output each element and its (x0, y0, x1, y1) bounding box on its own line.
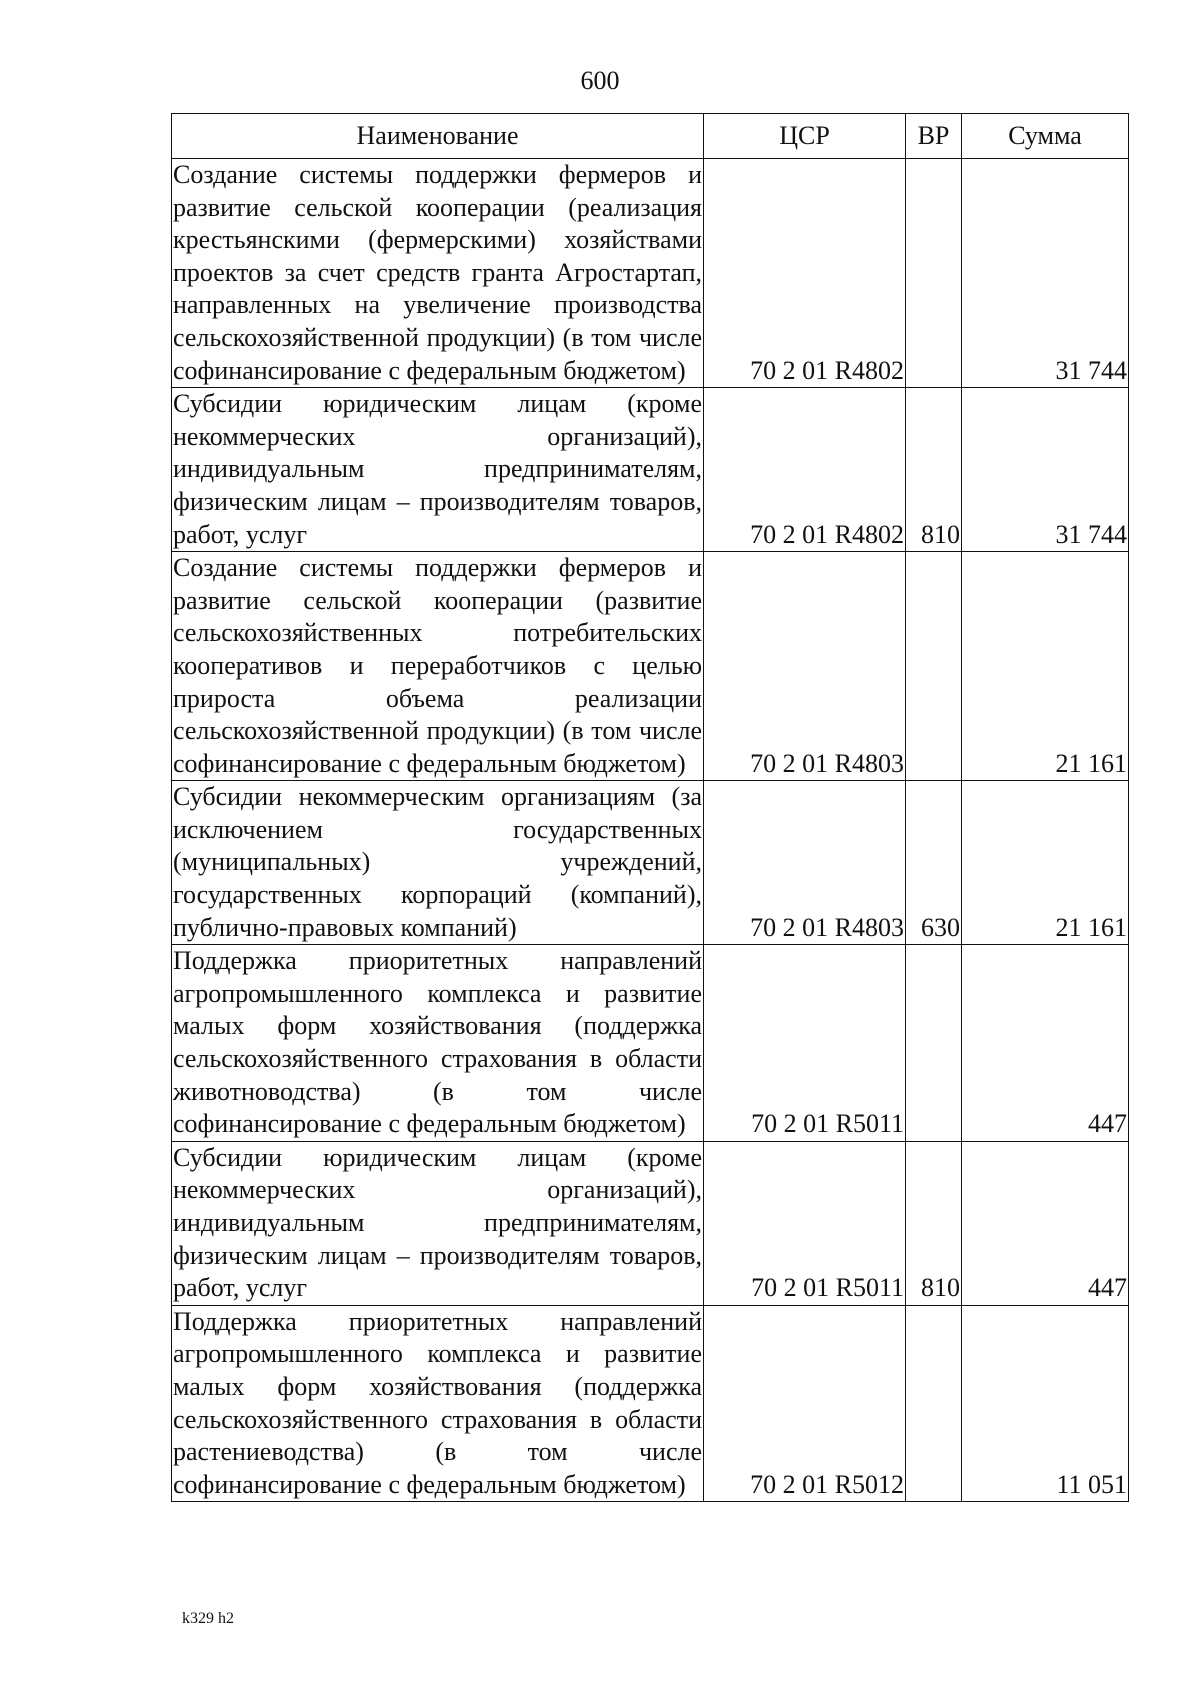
row-vr (906, 552, 962, 781)
row-csr: 70 2 01 R4802 (704, 159, 906, 388)
header-name: Наименование (172, 114, 704, 159)
row-vr (906, 945, 962, 1142)
table-row (172, 388, 1129, 552)
row-vr: 630 (906, 781, 962, 945)
row-vr: 810 (906, 1141, 962, 1305)
document-code: k329 h2 (182, 1610, 234, 1627)
table-row (172, 159, 1129, 388)
row-vr: 810 (906, 388, 962, 552)
row-sum: 31 744 (962, 159, 1129, 388)
row-sum: 11 051 (962, 1305, 1129, 1502)
row-sum: 447 (962, 945, 1129, 1142)
table-row (172, 1141, 1129, 1305)
row-sum: 31 744 (962, 388, 1129, 552)
row-name: Субсидии юридическим лицам (кроме некоммерческих организаций), индивидуальным предпринимателям, физическим лицам – производителям товаров, работ, услуг (172, 1141, 704, 1305)
table-header-row (172, 114, 1129, 159)
row-csr: 70 2 01 R4802 (704, 388, 906, 552)
row-sum: 21 161 (962, 552, 1129, 781)
row-csr: 70 2 01 R4803 (704, 781, 906, 945)
row-name: Поддержка приоритетных направлений агропромышленного комплекса и развитие малых форм хозяйствования (поддержка сельскохозяйственного страхования в области растениеводства) (в том числе софинансирование с федеральным бюджетом) (172, 1305, 704, 1502)
row-sum: 21 161 (962, 781, 1129, 945)
row-name: Субсидии некоммерческим организациям (за исключением государственных (муниципальных) учреждений, государственных корпораций (компаний), публично-правовых компаний) (172, 781, 704, 945)
budget-table (171, 113, 1129, 1502)
table-row (172, 1305, 1129, 1502)
row-csr: 70 2 01 R5011 (704, 945, 906, 1142)
row-csr: 70 2 01 R5011 (704, 1141, 906, 1305)
table-row (172, 945, 1129, 1142)
row-name: Субсидии юридическим лицам (кроме некоммерческих организаций), индивидуальным предпринимателям, физическим лицам – производителям товаров, работ, услуг (172, 388, 704, 552)
page-number: 600 (580, 66, 620, 95)
row-name: Создание системы поддержки фермеров и развитие сельской кооперации (реализация крестьянскими (фермерскими) хозяйствами проектов за счет средств гранта Агростартап, направленных на увеличение производства сельскохозяйственной продукции) (в том числе софинансирование с федеральным бюджетом) (172, 159, 704, 388)
row-vr (906, 159, 962, 388)
table-row (172, 552, 1129, 781)
row-csr: 70 2 01 R4803 (704, 552, 906, 781)
row-sum: 447 (962, 1141, 1129, 1305)
row-csr: 70 2 01 R5012 (704, 1305, 906, 1502)
row-name: Создание системы поддержки фермеров и развитие сельской кооперации (развитие сельскохозяйственных потребительских кооперативов и переработчиков с целью прироста объема реализации сельскохозяйственной продукции) (в том числе софинансирование с федеральным бюджетом) (172, 552, 704, 781)
table-row (172, 781, 1129, 945)
row-vr (906, 1305, 962, 1502)
header-csr: ЦСР (704, 114, 906, 159)
header-sum: Сумма (962, 114, 1129, 159)
row-name: Поддержка приоритетных направлений агропромышленного комплекса и развитие малых форм хозяйствования (поддержка сельскохозяйственного страхования в области животноводства) (в том числе софинансирование с федеральным бюджетом) (172, 945, 704, 1142)
header-vr: ВР (906, 114, 962, 159)
